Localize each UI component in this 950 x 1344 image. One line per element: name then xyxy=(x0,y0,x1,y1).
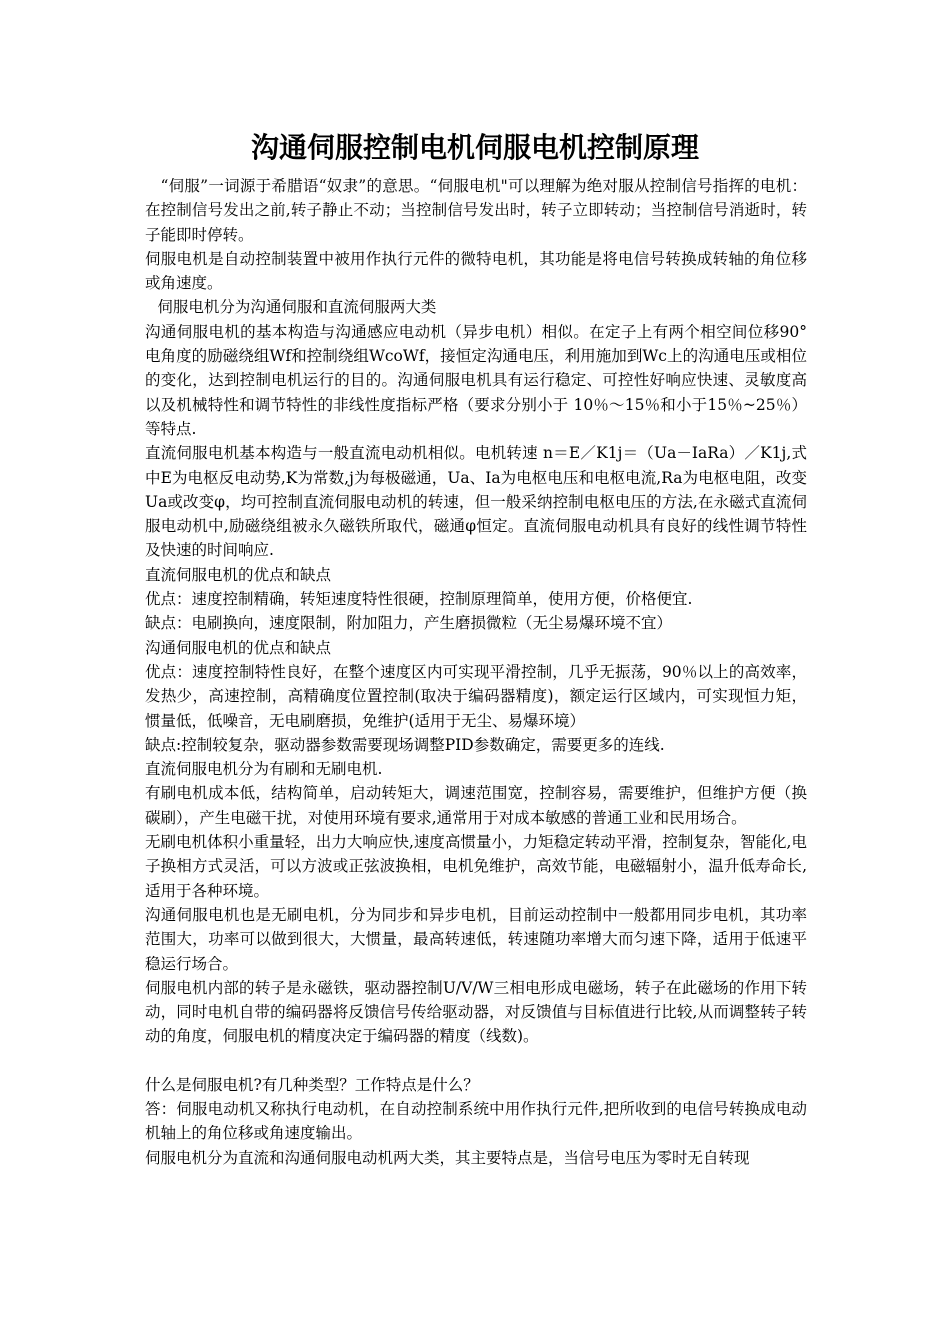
paragraph-ac-servo-structure: 沟通伺服电机的基本构造与沟通感应电动机（异步电机）相似。在定子上有两个相空间位移90°电角度的励磁绕组Wf和控制绕组WcoWf，接恒定沟通电压，利用施加到Wc上的沟通电压或相位的变化，达到控制电机运行的目的。沟通伺服电机具有运行稳定、可控性好响应快速、灵敏度高以及机械特性和调节特性的非线性度指标严格（要求分别小于 10％～15％和小于15％~25％）等特点. xyxy=(145,322,807,438)
paragraph-servo-categories: 伺服电机分为沟通伺服和直流伺服两大类 xyxy=(157,298,437,317)
paragraph-ac-pros: 优点：速度控制特性良好，在整个速度区内可实现平滑控制，几乎无振荡，90％以上的高效率，发热少，高速控制，高精确度位置控制(取决于编码器精度)，额定运行区域内，可实现恒力矩，惯量低，低噪音，无电刷磨损，免维护(适用于无尘、易爆环境） xyxy=(145,662,807,730)
document-body xyxy=(145,174,807,1170)
paragraph-ac-cons: 缺点:控制较复杂，驱动器参数需要现场调整PID参数确定，需要更多的连线. xyxy=(145,735,665,754)
paragraph-dc-servo-structure: 直流伺服电机基本构造与一般直流电动机相似。电机转速 n＝E／K1j＝（Ua－IaRa）／K1j,式中E为电枢反电动势,K为常数,j为每极磁通，Ua、Ia为电枢电压和电枢电流,Ra为电枢电阻，改变Ua或改变φ，均可控制直流伺服电动机的转速，但一般采纳控制电枢电压的方法,在永磁式直流伺服电动机中,励磁绕组被永久磁铁所取代，磁通φ恒定。直流伺服电动机具有良好的线性调节特性及快速的时间响应. xyxy=(145,444,807,560)
paragraph-spacer xyxy=(145,1049,807,1073)
paragraph-dc-pros: 优点：速度控制精确，转矩速度特性很硬，控制原理简单，使用方便，价格便宜. xyxy=(145,590,693,609)
paragraph-dc-cons: 缺点：电刷换向，速度限制，附加阻力，产生磨损微粒（无尘易爆环境不宜） xyxy=(145,614,673,633)
paragraph-servo-origin: “伺服”一词源于希腊语“奴隶”的意思。“伺服电机"可以理解为绝对服从控制信号指挥的电机：在控制信号发出之前,转子静止不动；当控制信号发出时，转子立即转动；当控制信号消逝时，转子能即时停转。 xyxy=(145,177,807,244)
paragraph-ac-pros-cons-heading: 沟通伺服电机的优点和缺点 xyxy=(145,638,332,657)
paragraph-question: 什么是伺服电机?有几种类型？工作特点是什么？ xyxy=(145,1075,479,1094)
paragraph-answer: 答：伺服电动机又称执行电动机，在自动控制系统中用作执行元件,把所收到的电信号转换成电动机轴上的角位移或角速度输出。 xyxy=(145,1099,807,1143)
paragraph-servo-types-features: 伺服电机分为直流和沟通伺服电动机两大类，其主要特点是，当信号电压为零时无自转现 xyxy=(145,1148,750,1167)
paragraph-brushless-motor: 无刷电机体积小重量轻，出力大响应快,速度高惯量小，力矩稳定转动平滑，控制复杂，智能化,电子换相方式灵活，可以方波或正弦波换相，电机免维护，高效节能，电磁辐射小，温升低寿命长,适用于各种环境。 xyxy=(145,833,807,900)
paragraph-dc-pros-cons-heading: 直流伺服电机的优点和缺点 xyxy=(145,565,332,584)
document-title: 沟通伺服控制电机伺服电机控制原理 xyxy=(250,131,699,164)
paragraph-brushed-motor: 有刷电机成本低，结构简单，启动转矩大，调速范围宽，控制容易，需要维护，但维护方便（换碳刷），产生电磁干扰，对使用环境有要求,通常用于对成本敏感的普通工业和民用场合。 xyxy=(145,784,807,827)
paragraph-dc-brush-types: 直流伺服电机分为有刷和无刷电机. xyxy=(145,760,383,779)
paragraph-ac-servo-brushless: 沟通伺服电机也是无刷电机，分为同步和异步电机，目前运动控制中一般都用同步电机，其功率范围大，功率可以做到很大，大惯量，最高转速低，转速随功率增大而匀速下降，适用于低速平稳运行场合。 xyxy=(145,905,807,973)
paragraph-servo-internals: 伺服电机内部的转子是永磁铁，驱动器控制U/V/W三相电形成电磁场，转子在此磁场的作用下转动，同时电机自带的编码器将反馈信号传给驱动器，对反馈值与目标值进行比较,从而调整转子转动的角度，伺服电机的精度决定于编码器的精度（线数)。 xyxy=(145,978,807,1046)
paragraph-servo-definition: 伺服电机是自动控制装置中被用作执行元件的微特电机，其功能是将电信号转换成转轴的角位移或角速度。 xyxy=(145,249,807,293)
